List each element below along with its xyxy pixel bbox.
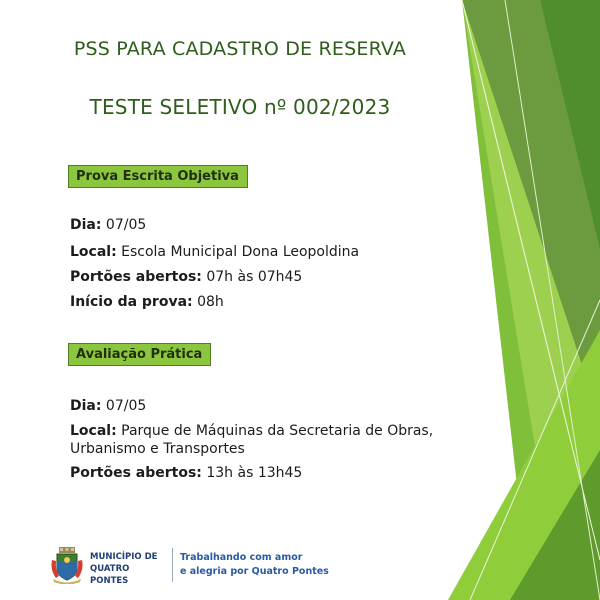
section1-dia: [70, 216, 450, 234]
footer-slogan: [180, 551, 380, 579]
section1-inicio: [70, 293, 450, 311]
section1-local: [70, 243, 450, 261]
inicio-value: 08h: [197, 294, 224, 310]
footer-slogan-line2: e alegria por Quatro Pontes: [180, 566, 329, 577]
footer-municipality: [90, 551, 168, 587]
dia-label: Dia:: [70, 398, 102, 414]
dia-value: 07/05: [105, 217, 147, 233]
portoes-value: 07h às 07h45: [206, 269, 303, 285]
section1-portoes: [70, 268, 450, 286]
local-label: Local:: [70, 244, 117, 260]
local-label: Local:: [70, 423, 117, 439]
portoes-label: Portões abertos:: [70, 269, 202, 285]
page-subtitle: TESTE SELETIVO nº 002/2023: [89, 95, 391, 119]
section2-local: [70, 422, 450, 458]
footer-divider: [172, 548, 173, 582]
dia-label: Dia:: [70, 217, 102, 233]
footer-org-line1: MUNICÍPIO DE: [90, 552, 158, 562]
dia-value: 07/05: [105, 398, 147, 414]
section2-portoes: [70, 464, 450, 482]
section-heading-prova-escrita: Prova Escrita Objetiva: [68, 165, 248, 188]
portoes-value: 13h às 13h45: [206, 465, 303, 481]
local-value-line2: Urbanismo e Transportes: [70, 441, 245, 457]
portoes-label: Portões abertos:: [70, 465, 202, 481]
local-value: Escola Municipal Dona Leopoldina: [121, 244, 360, 260]
section2-dia: [70, 397, 450, 415]
coat-of-arms-icon: [50, 546, 84, 584]
local-value-line1: Parque de Máquinas da Secretaria de Obras,: [121, 423, 434, 439]
page-title: PSS PARA CADASTRO DE RESERVA: [73, 38, 407, 60]
section-heading-avaliacao-pratica: Avaliação Prática: [68, 343, 211, 366]
footer-org-line2: QUATRO PONTES: [90, 564, 130, 586]
inicio-label: Início da prova:: [70, 294, 193, 310]
footer-slogan-line1: Trabalhando com amor: [180, 552, 303, 563]
